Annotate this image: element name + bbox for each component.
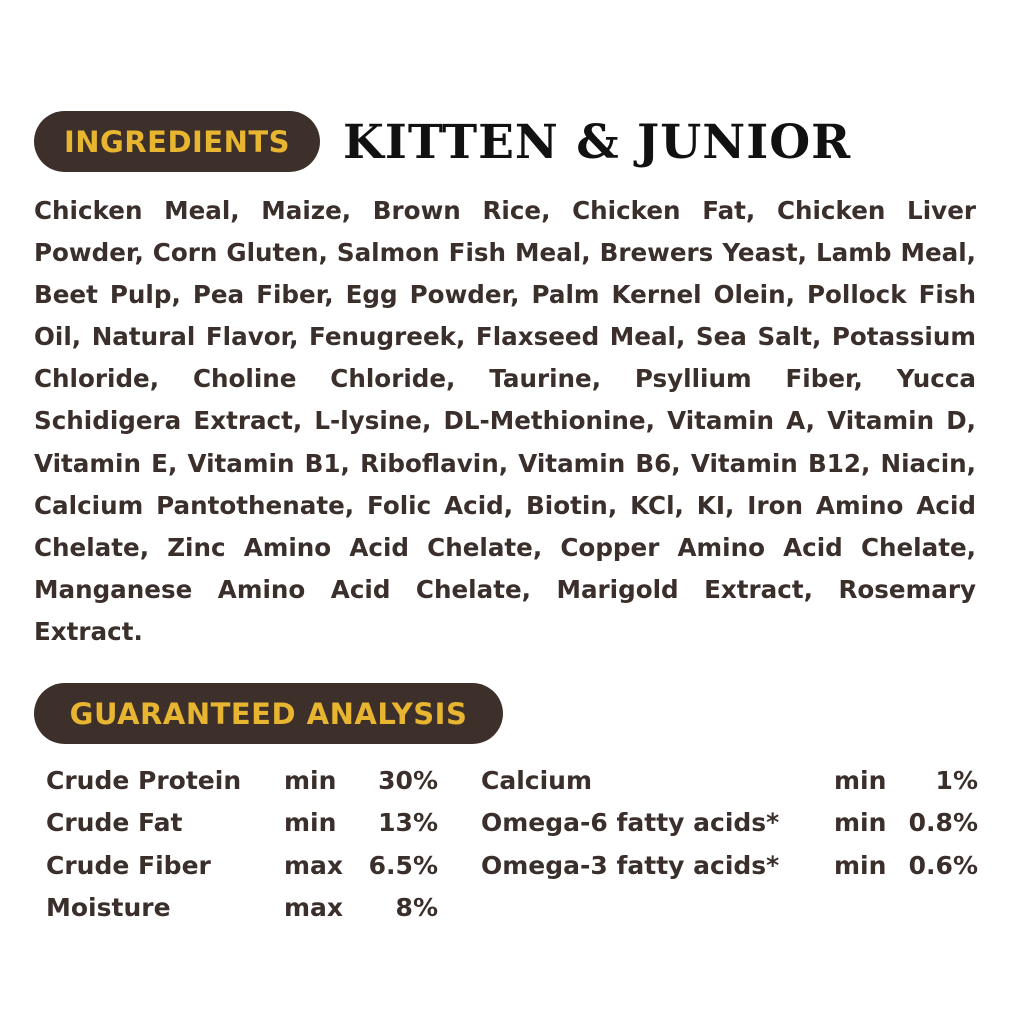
analysis-row [481,760,978,802]
analysis-row [481,845,978,887]
nutrient-amount: 30% [378,766,438,795]
nutrient-amount: 0.8% [908,808,978,838]
nutrient-name: Crude Fiber [46,850,211,880]
nutrient-name: Omega-3 fatty acids* [481,850,780,880]
nutrient-name: Crude Fat [46,808,183,838]
analysis-table-left [46,760,438,929]
guaranteed-analysis-heading: GUARANTEED ANALYSIS [69,696,468,731]
nutrient-name: Crude Protein [46,766,242,795]
analysis-table-right [481,760,978,887]
product-title: KITTEN & JUNIOR [343,115,852,170]
analysis-row [46,802,438,844]
analysis-row [46,845,438,887]
guaranteed-analysis-heading-badge [34,683,503,744]
nutrient-qualifier: min [834,808,887,838]
nutrient-amount: 6.5% [368,850,438,880]
nutrient-name: Omega-6 fatty acids* [481,808,780,838]
nutrient-name: Calcium [481,766,593,795]
ingredients-heading: INGREDIENTS [63,124,291,159]
nutrient-amount: 8% [395,892,438,922]
nutrient-amount: 0.6% [908,850,978,880]
nutrient-qualifier: min [284,808,337,838]
analysis-row [46,760,438,802]
nutrient-qualifier: max [284,850,344,880]
nutrient-qualifier: min [834,766,887,795]
nutrient-qualifier: min [284,766,337,795]
analysis-row [46,887,438,929]
analysis-row [481,802,978,844]
nutrient-amount: 1% [935,766,978,795]
ingredients-list: Chicken Meal, Maize, Brown Rice, Chicken Fat, Chicken Liver Powder, Corn Gluten, Salmon Fish Meal, Brewers Yeast, Lamb Meal, Beet Pulp, Pea Fiber, Egg Powder, Palm Kernel Olein, Pollock Fish Oil, Natural Flavor, Fenugreek, Flaxseed Meal, Sea Salt, Potassium Chloride, Choline Chloride, Taurine, Psyllium Fiber, Yucca Schidigera Extract, L-lysine, DL-Methionine, Vitamin A, Vitamin D, Vitamin E, Vitamin B1, Riboflavin, Vitamin B6, Vitamin B12, Niacin, Calcium Pantothenate, Folic Acid, Biotin, KCl, KI, Iron Amino Acid Chelate, Zinc Amino Acid Chelate, Copper Amino Acid Chelate, Manganese Amino Acid Chelate, Marigold Extract, Rosemary Extract. [34,196,976,646]
nutrient-amount: 13% [378,808,438,838]
nutrient-qualifier: max [284,892,344,922]
ingredients-heading-badge [34,111,320,172]
nutrient-qualifier: min [834,850,887,880]
nutrient-name: Moisture [46,892,171,922]
